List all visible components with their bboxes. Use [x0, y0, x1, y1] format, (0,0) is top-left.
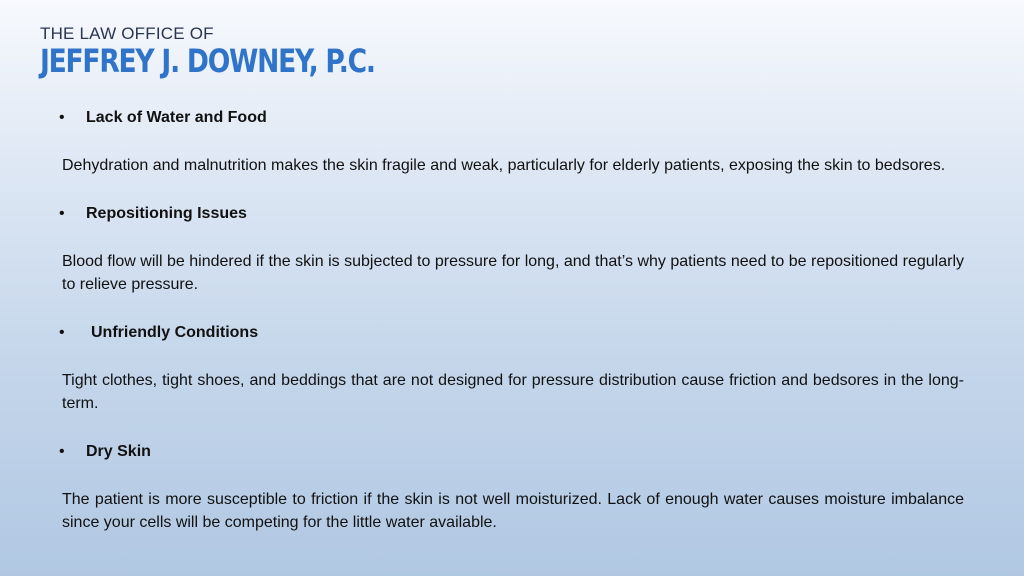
bullet-heading-unfriendly-conditions	[59, 321, 964, 344]
bullet-icon: •	[59, 205, 65, 222]
bullet-icon: •	[59, 324, 65, 341]
bullet-heading-water-food	[59, 106, 964, 129]
heading-text: Dry Skin	[86, 443, 151, 460]
heading-text: Repositioning Issues	[86, 205, 247, 222]
logo-firm-name: JEFFREY J. DOWNEY, P.C.	[40, 42, 375, 80]
paragraph-dry-skin: The patient is more susceptible to friction if the skin is not well moisturized. Lack of enough water causes moisture imbalance since your cells will be competing for the little water available.	[62, 491, 964, 531]
bullet-heading-repositioning	[59, 202, 964, 225]
paragraph-repositioning: Blood flow will be hindered if the skin is subjected to pressure for long, and that’s why patients need to be repositioned regularly to relieve pressure.	[62, 253, 964, 293]
logo-tagline: THE LAW OFFICE OF	[40, 24, 214, 43]
paragraph-water-food: Dehydration and malnutrition makes the skin fragile and weak, particularly for elderly patients, exposing the skin to bedsores.	[62, 157, 946, 174]
law-office-logo	[40, 24, 443, 78]
heading-text: Lack of Water and Food	[86, 109, 267, 126]
bullet-heading-dry-skin	[59, 440, 964, 463]
bullet-icon: •	[59, 109, 65, 126]
bullet-icon: •	[59, 443, 65, 460]
slide-content	[59, 106, 964, 534]
heading-text: Unfriendly Conditions	[91, 324, 259, 341]
paragraph-unfriendly-conditions: Tight clothes, tight shoes, and beddings that are not designed for pressure distribution cause friction and bedsores in the long-term.	[62, 372, 964, 412]
